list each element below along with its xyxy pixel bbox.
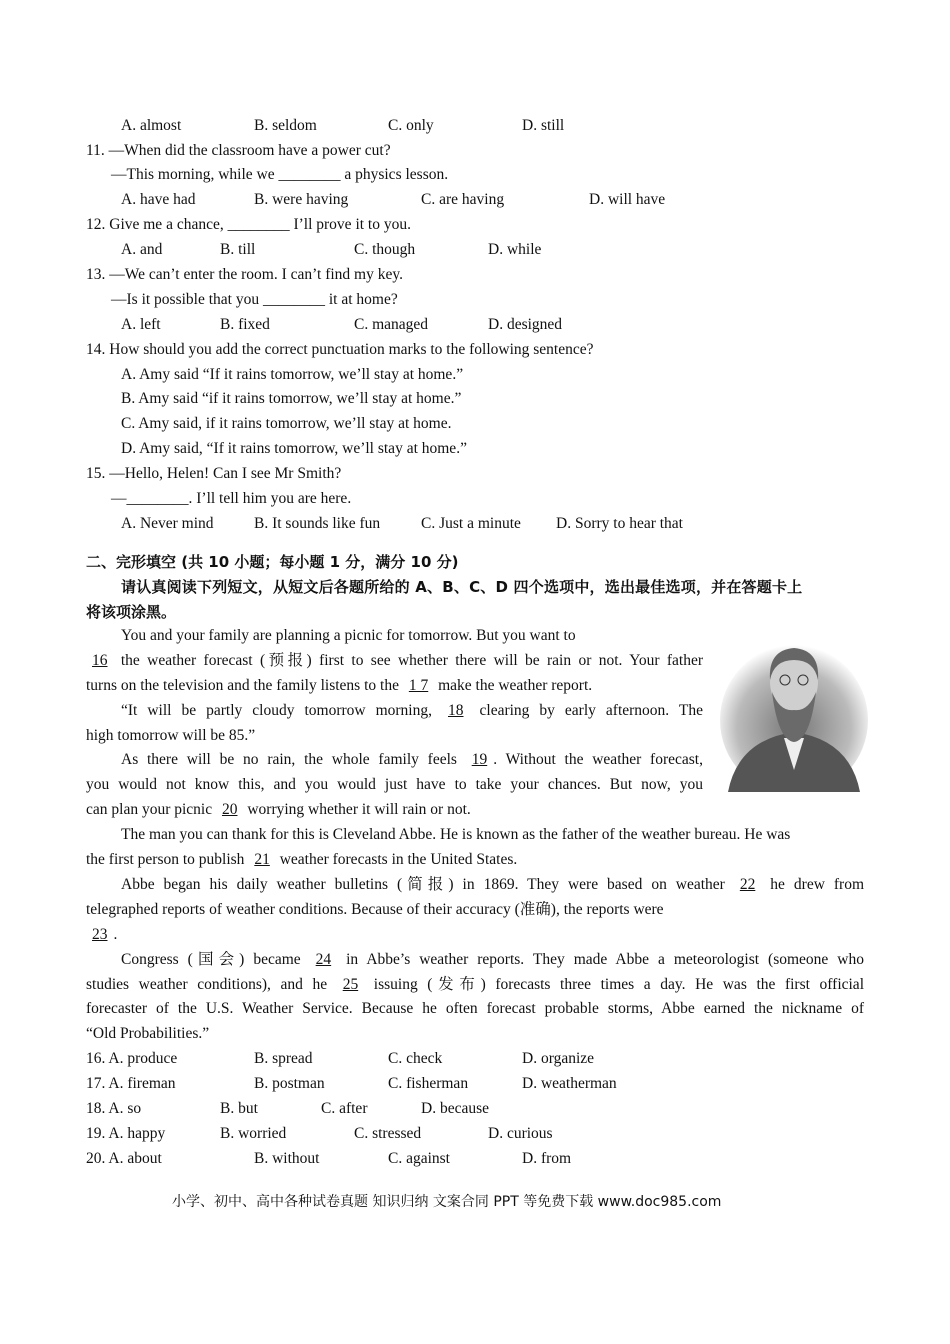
option: D. because (421, 1100, 489, 1117)
question-11: 11. —When did the classroom have a power cut? (86, 142, 391, 159)
option: A. almost (121, 117, 182, 134)
option: D. designed (488, 316, 563, 333)
section-instructions: 请认真阅读下列短文，从短文后各题所给的 A、B、C、D 四个选项中，选出最佳选项，并在答题卡上 (121, 578, 803, 596)
section-instructions-cont: 将该项涂黑。 (86, 603, 177, 621)
passage-line: “Old Probabilities.” (86, 1025, 210, 1042)
passage-text: “It will be partly cloudy tomorrow morning, (121, 702, 442, 719)
passage-text: make the weather report. (434, 677, 593, 694)
option: A. Never mind (121, 515, 214, 532)
blank-23: 23 (92, 926, 108, 943)
passage-line: high tomorrow will be 85.” (86, 727, 256, 744)
option: A. have had (121, 191, 196, 208)
passage-text: Abbe began his daily weather bulletins (简报) in 1869. They were based on weather (121, 876, 734, 893)
option: C. are having (421, 191, 505, 208)
question-12: 12. Give me a chance, ________ I’ll prove it to you. (86, 216, 411, 233)
passage-text: issuing (发布) forecasts three times a day. He was the first official (364, 976, 864, 993)
passage-line: forecaster of the U.S. Weather Service. Because he often forecast probable storms, Abbe earned the nickname of (86, 1000, 864, 1017)
option: B. seldom (254, 117, 317, 134)
option: D. weatherman (522, 1075, 617, 1092)
passage-line (121, 951, 864, 969)
blank-19: 19 (471, 751, 488, 768)
passage-text: in Abbe’s weather reports. They made Abbe a meteorologist (someone who (337, 951, 864, 968)
blank-18: 18 (448, 702, 464, 719)
passage-line: telegraphed reports of weather conditions. Because of their accuracy (准确), the reports were (86, 901, 664, 918)
passage-line (121, 876, 864, 894)
blank-25: 25 (342, 976, 359, 993)
passage-line (86, 652, 703, 670)
option: B. were having (254, 191, 349, 208)
passage-text: Congress (国会) became (121, 951, 310, 968)
passage-text: . Without the weather forecast, (493, 751, 703, 768)
passage-line: The man you can thank for this is Cleveland Abbe. He is known as the father of the weather bureau. He was (121, 826, 791, 843)
option: B. spread (254, 1050, 313, 1067)
passage-text: weather forecasts in the United States. (275, 851, 518, 868)
section-title: 二、完形填空 (共 10 小题；每小题 1 分，满分 10 分) (86, 553, 459, 571)
passage-line (121, 751, 703, 769)
blank-22: 22 (739, 876, 756, 893)
option: A. Amy said “If it rains tomorrow, we’ll stay at home.” (121, 366, 464, 383)
option: C. stressed (354, 1125, 422, 1142)
question-15: 15. —Hello, Helen! Can I see Mr Smith? (86, 465, 342, 482)
blank-24: 24 (315, 951, 332, 968)
passage-text: the first person to publish (86, 851, 249, 868)
passage-line (86, 976, 864, 994)
passage-line (86, 801, 471, 819)
option: 20. A. about (86, 1150, 162, 1167)
option: 17. A. fireman (86, 1075, 176, 1092)
option: C. managed (354, 316, 429, 333)
option: C. check (388, 1050, 443, 1067)
passage-line (86, 851, 517, 869)
option: 18. A. so (86, 1100, 142, 1117)
option: B. worried (220, 1125, 287, 1142)
option: D. organize (522, 1050, 595, 1067)
passage-text: he drew from (761, 876, 864, 893)
passage-text: clearing by early afternoon. The (469, 702, 703, 719)
option: B. postman (254, 1075, 325, 1092)
blank-16: 16 (92, 652, 108, 669)
option: D. from (522, 1150, 572, 1167)
question-11-line2: —This morning, while we ________ a physics lesson. (111, 166, 449, 183)
option: C. against (388, 1150, 450, 1167)
option: C. fisherman (388, 1075, 469, 1092)
option: D. Amy said, “If it rains tomorrow, we’ll stay at home.” (121, 440, 467, 457)
option: A. left (121, 316, 161, 333)
passage-text: . (113, 926, 118, 943)
option: D. while (488, 241, 542, 258)
option: C. though (354, 241, 416, 258)
question-15-line2: —________. I’ll tell him you are here. (111, 490, 352, 507)
option: B. It sounds like fun (254, 515, 381, 532)
option: C. only (388, 117, 434, 134)
footer-text: 小学、初中、高中各种试卷真题 知识归纳 文案合同 PPT 等免费下载 www.doc985.com (172, 1194, 722, 1210)
passage-text: can plan your picnic (86, 801, 216, 818)
blank-17: 1 7 (408, 677, 429, 694)
option: D. Sorry to hear that (556, 515, 683, 532)
passage-line: You and your family are planning a picnic for tomorrow. But you want to (121, 627, 576, 644)
option: D. still (522, 117, 565, 134)
option: D. curious (488, 1125, 553, 1142)
passage-line (121, 702, 703, 720)
option: B. fixed (220, 316, 270, 333)
passage-text: the weather forecast (预报) first to see whether there will be rain or not. Your father (113, 652, 703, 669)
passage-text: studies weather conditions), and he (86, 976, 337, 993)
option: C. Just a minute (421, 515, 521, 532)
cleveland-abbe-portrait (718, 620, 870, 792)
option: 19. A. happy (86, 1125, 166, 1142)
option: B. till (220, 241, 256, 258)
option: D. will have (589, 191, 666, 208)
blank-21: 21 (254, 851, 270, 868)
option: C. after (321, 1100, 368, 1117)
passage-text: worrying whether it will rain or not. (243, 801, 471, 818)
option: B. Amy said “if it rains tomorrow, we’ll stay at home.” (121, 390, 462, 407)
question-13-line2: —Is it possible that you ________ it at home? (111, 291, 398, 308)
passage-line (86, 677, 592, 695)
option: B. without (254, 1150, 320, 1167)
option: 16. A. produce (86, 1050, 178, 1067)
option: B. but (220, 1100, 258, 1117)
option: A. and (121, 241, 163, 258)
passage-text: turns on the television and the family listens to the (86, 677, 403, 694)
passage-line (86, 926, 117, 944)
option: C. Amy said, if it rains tomorrow, we’ll stay at home. (121, 415, 452, 432)
question-13: 13. —We can’t enter the room. I can’t find my key. (86, 266, 403, 283)
passage-line: you would not know this, and you would just have to take your chances. But now, you (86, 776, 703, 793)
blank-20: 20 (221, 801, 238, 818)
passage-text: As there will be no rain, the whole family feels (121, 751, 466, 768)
question-14: 14. How should you add the correct punctuation marks to the following sentence? (86, 341, 594, 358)
